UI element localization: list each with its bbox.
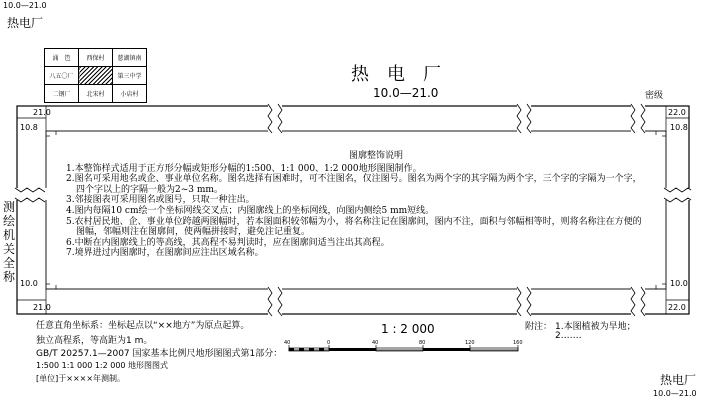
notes-line: 2.图名可采用地名或企、事业单位名称。图名选择有困难时，可不注图名，仅注图号。图名为两个字的其字隔为两个字，三个字的字隔为一个字， [66, 174, 642, 185]
break-mark-top-far-right [631, 104, 645, 133]
coord-top-right-x: 22.0 [668, 108, 686, 117]
scale-tick-label: 40 [372, 340, 379, 346]
index-cell: 八五〇厂 [45, 67, 79, 85]
top-left-name: 热电厂 [7, 16, 44, 30]
scale-tick-label: 40 [284, 340, 291, 346]
coord-bottom-left-y: 10.0 [20, 279, 38, 288]
break-mark-top-right [517, 104, 531, 133]
index-cell: 涌 笆 [45, 49, 79, 67]
sheet-number: 10.0—21.0 [373, 86, 439, 100]
notes-line: 7.境界进过内图廓时，在图廓间应注出区域名称。 [66, 248, 264, 259]
standard-reference: GB/T 20257.1—2007 国家基本比例尺地形图图式第1部分： [36, 349, 283, 359]
index-cell-current-sheet [79, 67, 113, 85]
notes-line: 3.邻接图表可采用图名或图号，只取一种注出。 [66, 195, 255, 206]
break-mark-bottom-right [517, 287, 531, 316]
notes-line: 4.图内每隔10 cm绘一个坐标网线交叉点；内图廓线上的坐标网线，向图内侧绘5 mm短线。 [66, 205, 435, 216]
notes-line: 1.本整饰样式适用于正方形分幅或矩形分幅的1:500、1:1 000、1:2 000地形图图制作。 [66, 163, 422, 174]
coord-bottom-right-x: 22.0 [668, 303, 686, 312]
coord-bottom-right-y: 10.0 [670, 279, 688, 288]
frame-notes [66, 151, 686, 259]
coord-bottom-left-x: 21.0 [33, 303, 51, 312]
appendix-item: 2.…… [555, 331, 582, 341]
scale-tick-label: 160 [513, 340, 523, 346]
scale-label: 1 : 2 000 [381, 322, 435, 336]
notes-line: 四个字以上的字隔一般为2~3 mm。 [76, 184, 223, 195]
bottom-right-name: 热电厂 [660, 373, 697, 387]
standard-subtitle: 1:500 1:1 000 1:2 000 地形图图式 [36, 361, 169, 370]
scale-tick-label: 80 [419, 340, 426, 346]
notes-line: 5.农村居民地、企、事业单位跨越两图幅时，若本图面积较邻幅为小，将名称注记在图廓间，图内不注，面积与邻幅相等时，则将名称注在方便的 [66, 216, 642, 227]
coordinate-system-note: 任意直角坐标系：坐标起点以“××地方”为原点起算。 [36, 321, 250, 331]
index-cell: 西保村 [79, 49, 113, 67]
appendix-item: 1.本图植被为旱地； [555, 322, 636, 332]
coord-top-right-y: 10.8 [670, 123, 688, 132]
index-cell: 慈湖镇南 [113, 49, 147, 67]
elevation-system-note: 独立高程系，等高距为1 m。 [36, 336, 153, 346]
classification: 密级 [645, 91, 664, 101]
break-mark-bottom-far-right [631, 287, 645, 316]
notes-line: 6.中断在内图廓线上的等高线，其高程不易判读时，应在图廓间适当注出其高程。 [66, 237, 390, 248]
scale-tick-label: 0 [327, 340, 331, 346]
break-mark-bottom-left [268, 287, 282, 316]
adjacent-sheet-index [44, 48, 147, 103]
sheet-title: 热 电 厂 [351, 64, 441, 85]
index-cell: 第三中学 [113, 67, 147, 85]
notes-line: 图幅，邻幅则注在图廓间，使两幅拼接时，避免注记重复。 [76, 227, 311, 238]
index-cell: 二钢厂 [45, 85, 79, 103]
scale-bar [289, 345, 518, 351]
appendix-label: 附注： [525, 322, 553, 332]
index-cell: 小店村 [113, 85, 147, 103]
top-left-numbers: 10.0—21.0 [3, 1, 47, 10]
index-cell: 北宋村 [79, 85, 113, 103]
surveying-agency-name: 测绘机关全称 [2, 200, 15, 284]
coord-top-left-x: 21.0 [33, 108, 51, 117]
notes-title: 图廓整饰说明 [348, 151, 403, 161]
break-mark-top-left [268, 104, 282, 133]
scale-tick-label: 120 [465, 340, 475, 346]
survey-date-note: [单位]于××××年测制。 [36, 374, 126, 383]
break-mark-left [15, 188, 48, 202]
coord-top-left-y: 10.8 [20, 123, 38, 132]
bottom-right-numbers: 10.0—21.0 [653, 389, 697, 398]
